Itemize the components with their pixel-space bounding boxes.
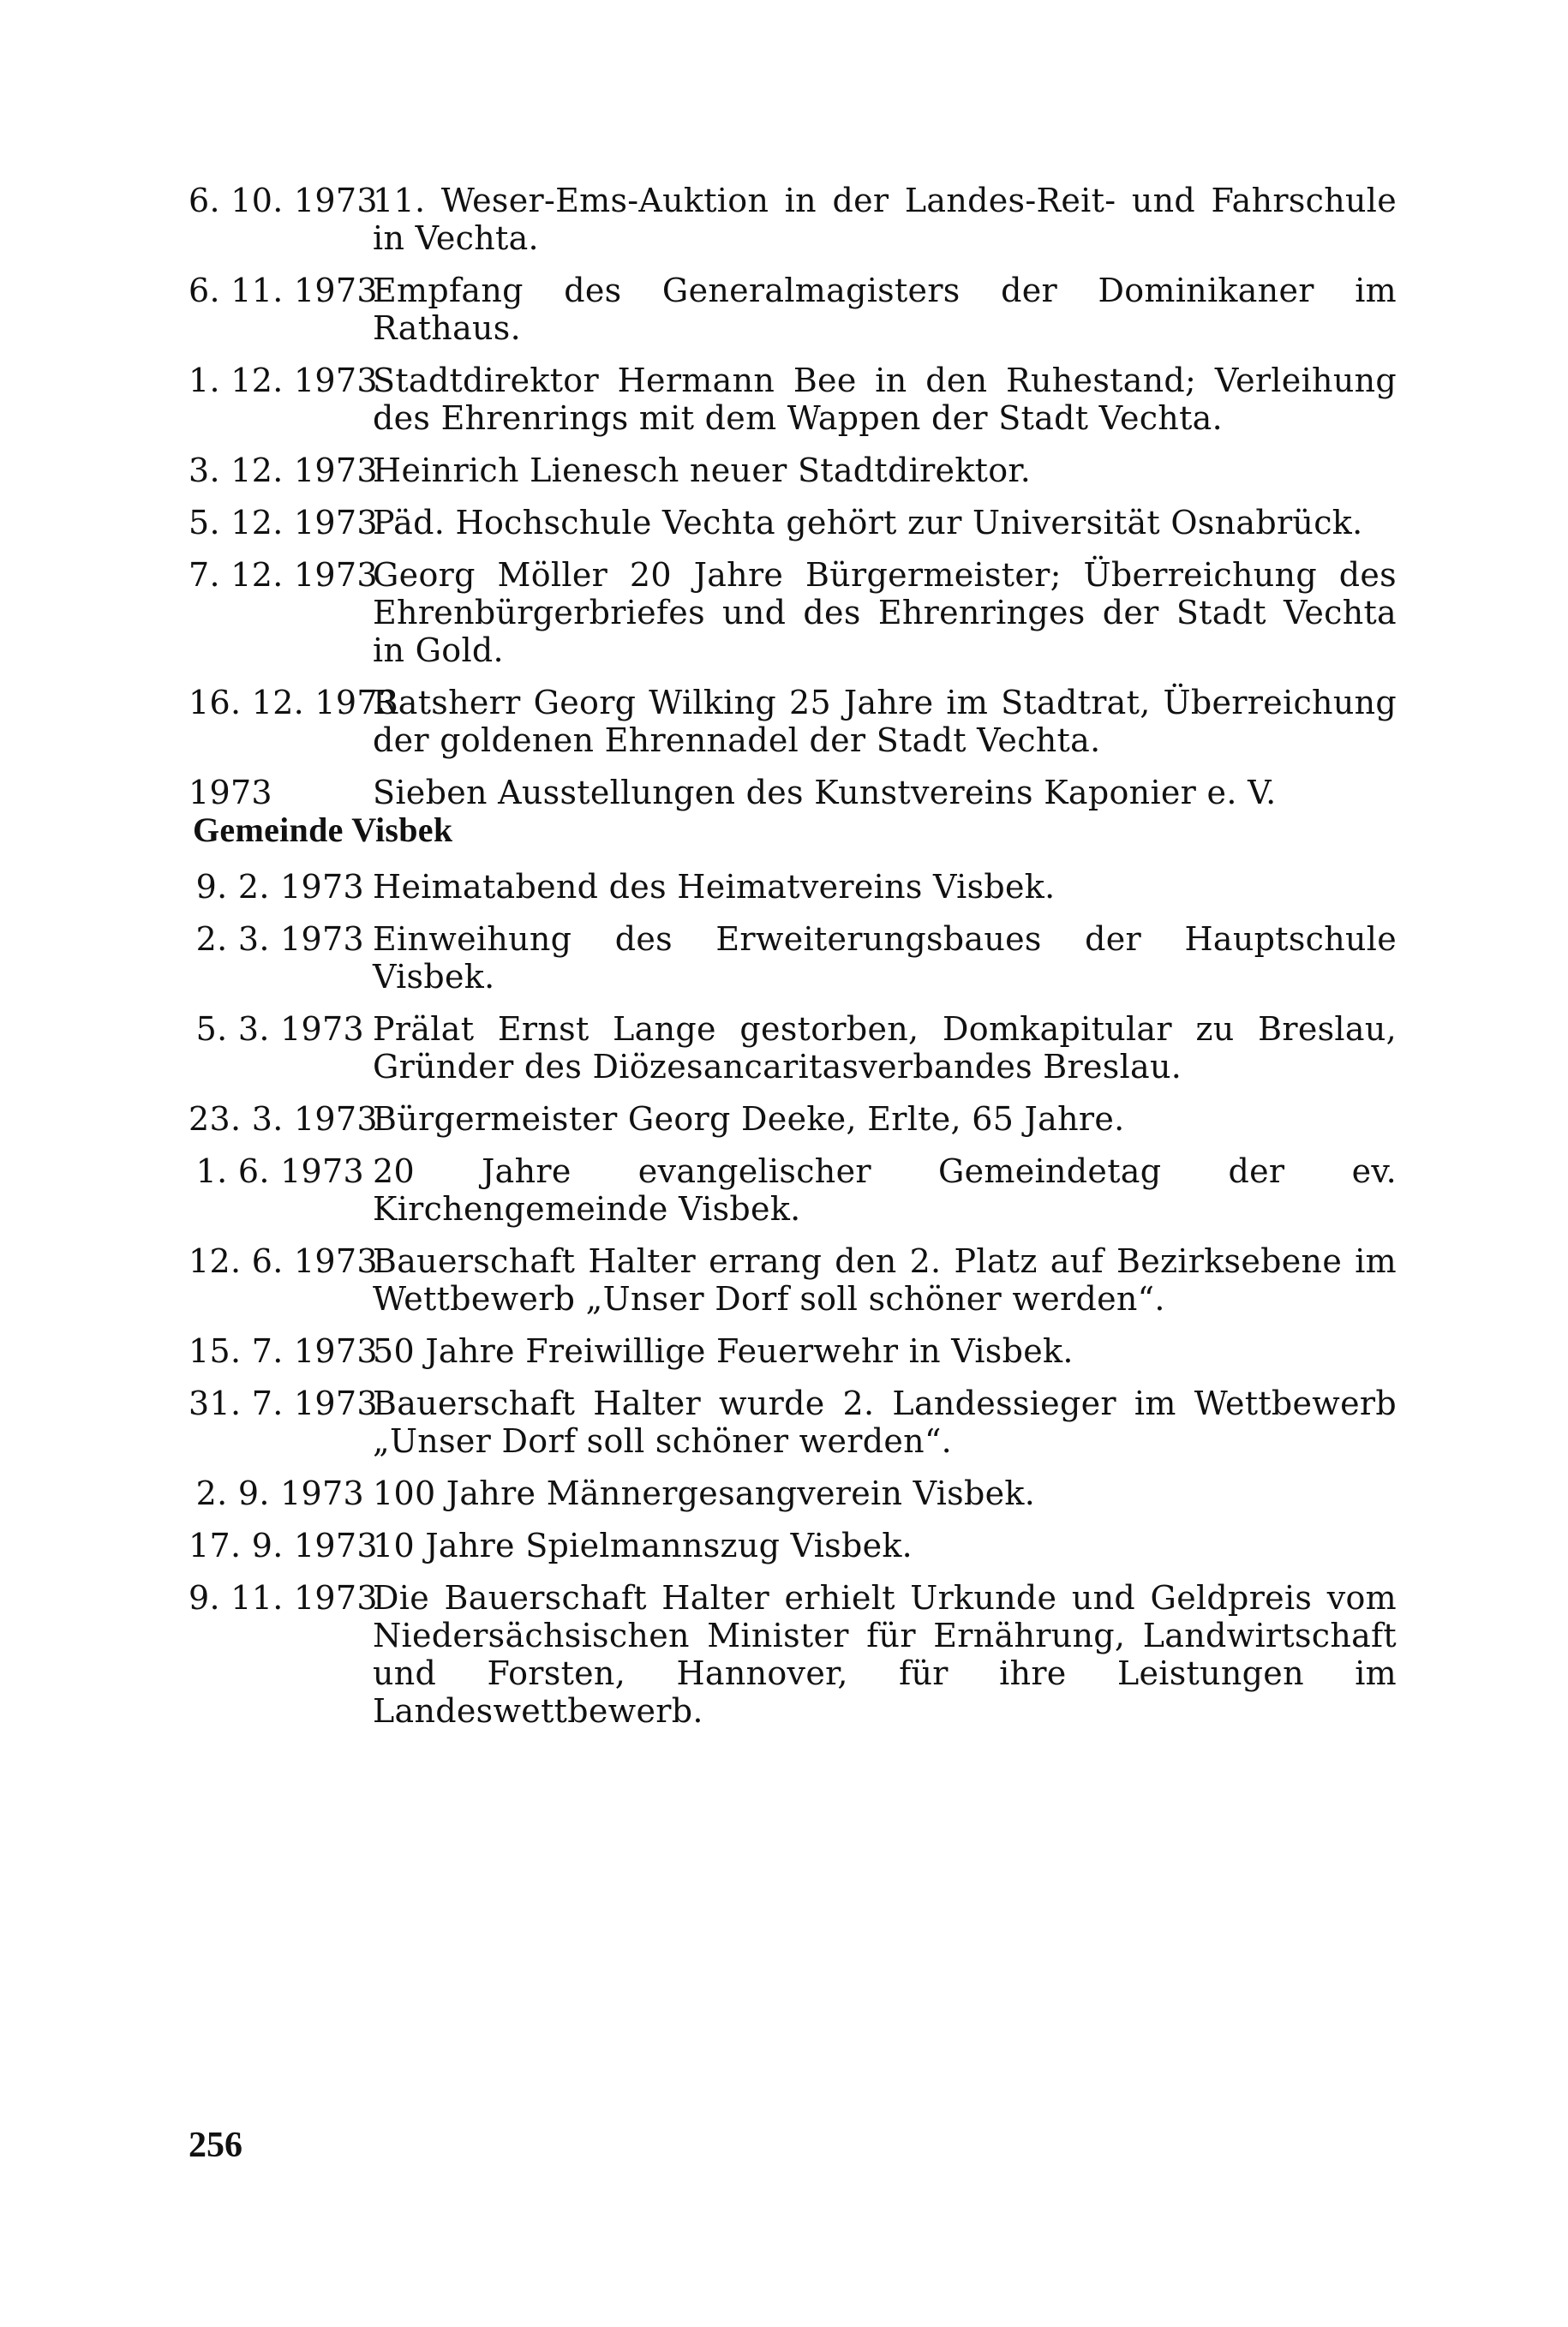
entry-date: 2. 9. 1973 [195,1475,364,1512]
entry-text: Bauerschaft Halter errang den 2. Platz auf Bezirksebene im Wettbewerb „Unser Dorf soll schöner werden“. [373,1242,1397,1318]
chronicle-entry [189,774,1397,811]
entry-text: 11. Weser-Ems-Auktion in der Landes-Reit- und Fahrschule in Vechta. [373,182,1397,257]
entry-text: Empfang des Generalmagisters der Dominikaner im Rathaus. [373,272,1397,347]
entry-text: 100 Jahre Männergesangverein Visbek. [373,1475,1036,1512]
chronicle-entry [189,272,1397,347]
entry-date: 17. 9. 1973 [189,1527,378,1564]
entry-date: 31. 7. 1973 [189,1385,378,1422]
entry-text: Einweihung des Erweiterungsbaues der Hauptschule Visbek. [373,920,1397,996]
entry-date: 7. 12. 1973 [189,556,378,594]
chronicle-entry [189,1385,1397,1460]
entry-text: Heinrich Lienesch neuer Stadtdirektor. [373,452,1032,489]
entry-text: Päd. Hochschule Vechta gehört zur Universität Osnabrück. [373,504,1363,541]
entry-date: 2. 3. 1973 [195,920,364,958]
chronicle-entry [189,1475,1397,1512]
chronicle-entry [189,1579,1397,1730]
chronicle-entry [189,1527,1397,1564]
entry-date: 3. 12. 1973 [189,452,378,489]
entry-text: Georg Möller 20 Jahre Bürgermeister; Überreichung des Ehrenbürgerbriefes und des Ehrenringes der Stadt Vechta in Gold. [373,556,1397,669]
entry-date: 1. 6. 1973 [195,1152,364,1190]
entry-text: Prälat Ernst Lange gestorben, Domkapitular zu Breslau, Gründer des Diözesancaritasverbandes Breslau. [373,1010,1397,1086]
entry-text: Bürgermeister Georg Deeke, Erlte, 65 Jahre. [373,1100,1125,1138]
chronicle-list-vechta [189,182,1397,811]
chronicle-entry [189,920,1397,996]
page-number: 256 [189,2126,242,2165]
entry-text: Stadtdirektor Hermann Bee in den Ruhestand; Verleihung des Ehrenrings mit dem Wappen der Stadt Vechta. [373,362,1397,437]
chronicle-entry [189,1152,1397,1228]
entry-text: 10 Jahre Spielmannszug Visbek. [373,1527,913,1564]
chronicle-entry [189,362,1397,437]
chronicle-entry [189,504,1397,541]
entry-text: 20 Jahre evangelischer Gemeindetag der ev. Kirchengemeinde Visbek. [373,1152,1397,1228]
chronicle-entry [189,1332,1397,1370]
entry-text: Sieben Ausstellungen des Kunstvereins Kaponier e. V. [373,774,1277,811]
entry-text: Heimatabend des Heimatvereins Visbek. [373,868,1056,906]
chronicle-entry [189,556,1397,669]
chronicle-entry [189,684,1397,759]
entry-text: Bauerschaft Halter wurde 2. Landessieger im Wettbewerb „Unser Dorf soll schöner werden“. [373,1385,1397,1460]
chronicle-entry [189,182,1397,257]
chronicle-entry [189,1242,1397,1318]
entry-date: 9. 2. 1973 [195,868,364,906]
entry-date: 12. 6. 1973 [189,1242,378,1280]
entry-date: 16. 12. 1973 [189,684,399,721]
entry-text: Ratsherr Georg Wilking 25 Jahre im Stadtrat, Überreichung der goldenen Ehrennadel der Stadt Vechta. [373,684,1397,759]
entry-date: 23. 3. 1973 [189,1100,378,1138]
entry-date: 5. 3. 1973 [195,1010,364,1048]
chronicle-entry [189,1100,1397,1138]
entry-date: 6. 10. 1973 [189,182,378,219]
chronicle-entry [189,868,1397,906]
chronicle-entry [189,452,1397,489]
chronicle-entry [189,1010,1397,1086]
entry-date: 9. 11. 1973 [189,1579,378,1617]
entry-text: 50 Jahre Freiwillige Feuerwehr in Visbek. [373,1332,1074,1370]
section-heading: Gemeinde Visbek [193,811,453,849]
entry-date: 5. 12. 1973 [189,504,378,541]
chronicle-list-visbek [189,868,1397,1730]
entry-text: Die Bauerschaft Halter erhielt Urkunde und Geldpreis vom Niedersächsischen Minister für Ernährung, Landwirtschaft und Forsten, Hannover, für ihre Leistungen im Landeswettbewerb. [373,1579,1397,1730]
entry-date: 1. 12. 1973 [189,362,378,399]
entry-date: 6. 11. 1973 [189,272,378,309]
entry-date: 1973 [189,774,272,811]
entry-date: 15. 7. 1973 [189,1332,378,1370]
